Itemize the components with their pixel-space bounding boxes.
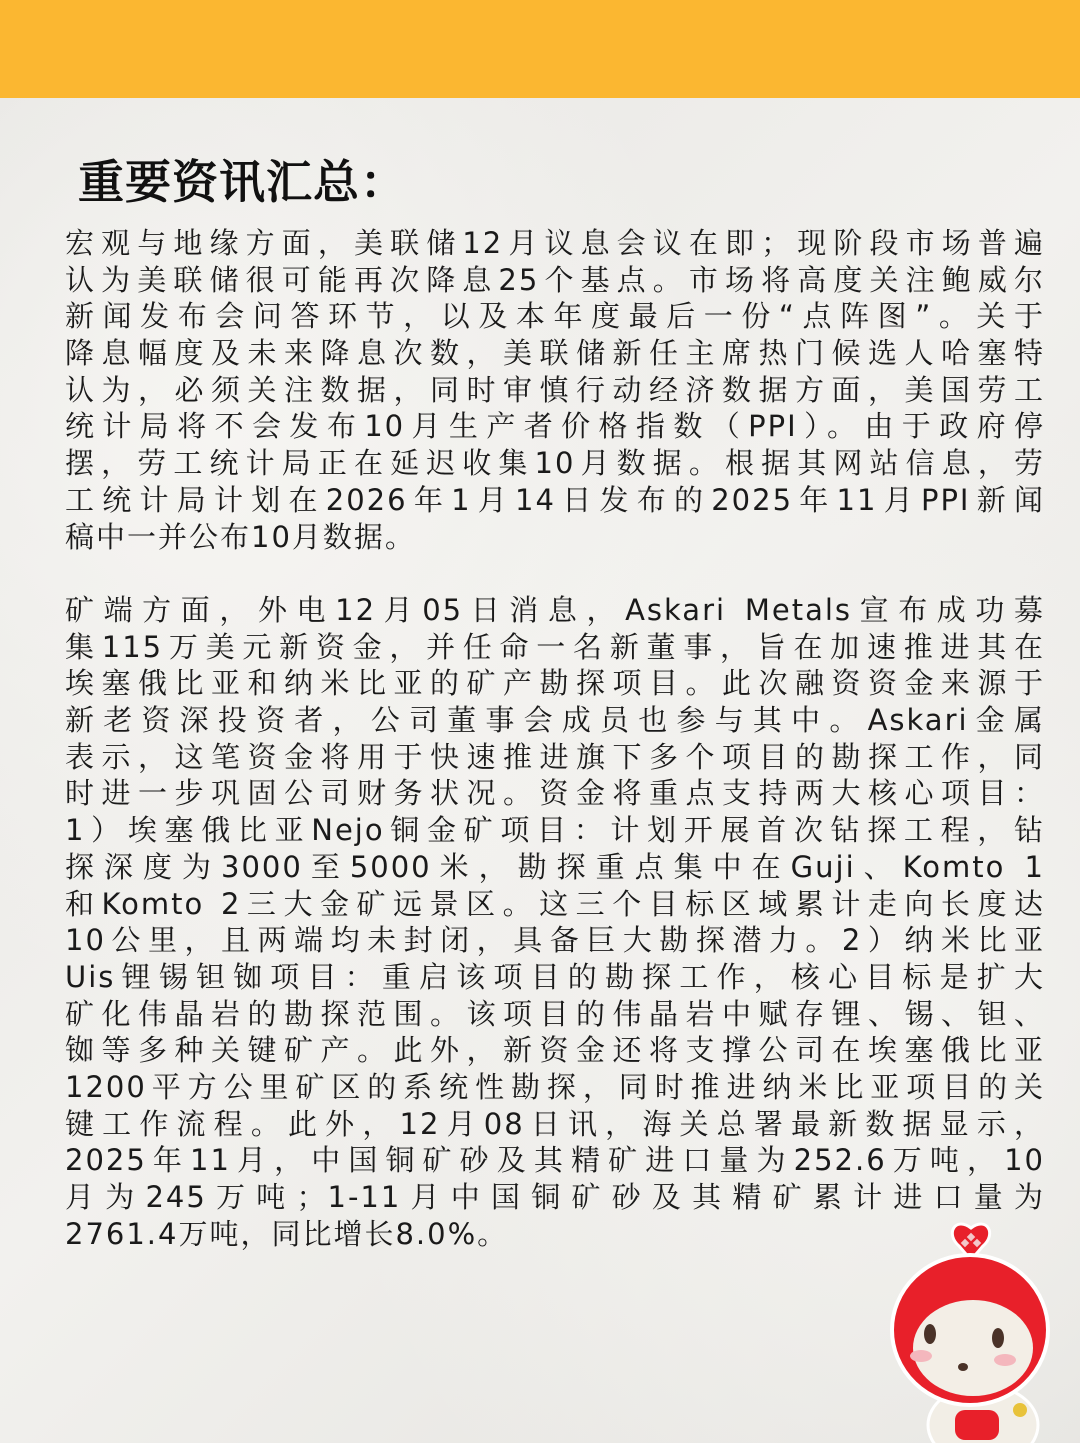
text-line: 摆，劳工统计局正在延迟收集10月数据。根据其网站信息，劳: [65, 446, 1045, 481]
text-line: 2761.4万吨，同比增长8.0%。: [65, 1216, 509, 1251]
mascot-image: [885, 1220, 1075, 1443]
text-line: 宏观与地缘方面，美联储12月议息会议在即；现阶段市场普遍: [65, 226, 1045, 260]
top-banner: [0, 0, 1080, 98]
text-line: 2025年11月，中国铜矿砂及其精矿进口量为252.6万吨，10: [65, 1143, 1045, 1178]
text-line: 矿化伟晶岩的勘探范围。该项目的伟晶岩中赋存锂、锡、钽、: [65, 996, 1045, 1031]
text-line: 键工作流程。此外，12月08日讯，海关总署最新数据显示，: [65, 1106, 1045, 1141]
paragraph-mining: [65, 592, 1045, 1252]
text-line: 月为245万吨；1-11月中国铜矿砂及其精矿累计进口量为: [65, 1180, 1045, 1214]
text-line: 工统计局计划在2026年1月14日发布的2025年11月PPI新闻: [65, 482, 1045, 517]
text-line: Uis锂锡钽铷项目：重启该项目的勘探工作，核心目标是扩大: [65, 959, 1045, 994]
paragraph-macro: [65, 225, 1045, 555]
text-line: 铷等多种关键矿产。此外，新资金还将支撑公司在埃塞俄比亚: [65, 1033, 1045, 1068]
text-line: 新闻发布会问答环节，以及本年度最后一份“点阵图”。关于: [65, 299, 1045, 334]
text-line: 认为，必须关注数据，同时审慎行动经济数据方面，美国劳工: [65, 372, 1045, 407]
text-line: 认为美联储很可能再次降息25个基点。市场将高度关注鲍威尔: [65, 262, 1045, 297]
text-line: 降息幅度及未来降息次数，美联储新任主席热门候选人哈塞特: [65, 336, 1045, 371]
text-line: 10公里，且两端均未封闭，具备巨大勘探潜力。2）纳米比亚: [65, 923, 1045, 958]
text-line: 新老资深投资者，公司董事会成员也参与其中。Askari金属: [65, 703, 1045, 738]
text-line: 矿端方面，外电12月05日消息，Askari Metals宣布成功募: [65, 593, 1045, 627]
text-line: 埃塞俄比亚和纳米比亚的矿产勘探项目。此次融资资金来源于: [65, 666, 1045, 701]
text-line: 稿中一并公布10月数据。: [65, 519, 416, 554]
text-line: 时进一步巩固公司财务状况。资金将重点支持两大核心项目：: [65, 776, 1045, 811]
text-line: 集115万美元新资金，并任命一名新董事，旨在加速推进其在: [65, 629, 1045, 664]
text-line: 1200平方公里矿区的系统性勘探，同时推进纳米比亚项目的关: [65, 1069, 1045, 1104]
text-line: 表示，这笔资金将用于快速推进旗下多个项目的勘探工作，同: [65, 739, 1045, 774]
text-line: 统计局将不会发布10月生产者价格指数（PPI）。由于政府停: [65, 409, 1045, 444]
text-line: 1）埃塞俄比亚Nejo铜金矿项目：计划开展首次钻探工程，钻: [65, 813, 1045, 848]
text-line: 探深度为3000至5000米，勘探重点集中在Guji、Komto 1: [65, 849, 1045, 884]
text-line: 和Komto 2三大金矿远景区。这三个目标区域累计走向长度达: [65, 886, 1045, 921]
page-title: 重要资讯汇总：: [78, 155, 407, 209]
